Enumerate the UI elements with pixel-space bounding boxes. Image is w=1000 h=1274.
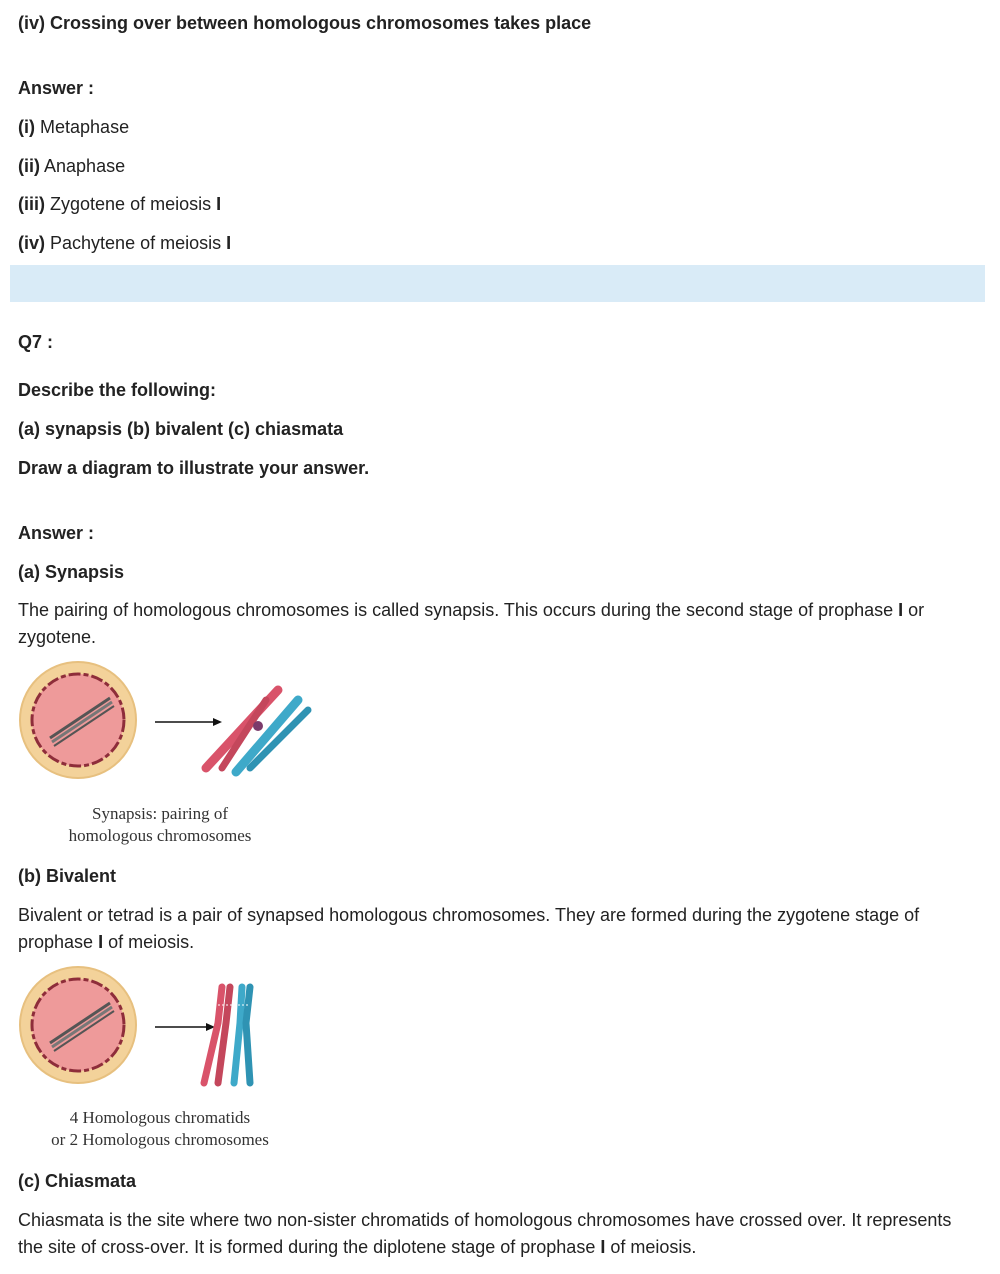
section-divider-band [10,265,985,302]
question-line: Draw a diagram to illustrate your answer. [18,458,370,478]
subheading-chiasmata: (c) Chiasmata [18,1171,137,1191]
synapsis-diagram [18,660,318,790]
arrow-icon [155,1023,215,1031]
answer-heading: Answer : [18,523,95,543]
synapsis-caption: Synapsis: pairing of homologous chromosomes [68,804,252,845]
subheading-synapsis: (a) Synapsis [18,562,125,582]
answer-item: (iii) Zygotene of meiosis I [18,194,222,214]
answer-item: (ii) Anaphase [18,156,126,176]
synapsed-homologous-pair [206,690,308,772]
answer-item: (i) Metaphase [18,117,130,137]
bivalent-caption: 4 Homologous chromatids or 2 Homologous chromosomes [51,1108,269,1149]
question-line: Describe the following: [18,380,217,400]
arrow-icon [155,718,222,726]
question-line: (a) synapsis (b) bivalent (c) chiasmata [18,419,344,439]
subheading-bivalent: (b) Bivalent [18,866,117,886]
answer-heading: Answer : [18,78,95,98]
question-number: Q7 : [18,332,54,352]
synapsis-paragraph: The pairing of homologous chromosomes is called synapsis. This occurs during the second stage of prophase I or zygotene. [18,600,925,647]
bivalent-paragraph: Bivalent or tetrad is a pair of synapsed homologous chromosomes. They are formed during the zygotene stage of prophase I of meiosis. [18,905,920,952]
bivalent-diagram [18,965,318,1095]
question-part-iv: (iv) Crossing over between homologous chromosomes takes place [18,13,592,33]
tetrad-chromatids [204,987,250,1083]
chiasmata-paragraph: Chiasmata is the site where two non-sister chromatids of homologous chromosomes have crossed over. It represents the site of cross-over. It is formed during the diplotene stage of prophase I of meiosis. [18,1210,952,1257]
answer-item: (iv) Pachytene of meiosis I [18,233,232,253]
